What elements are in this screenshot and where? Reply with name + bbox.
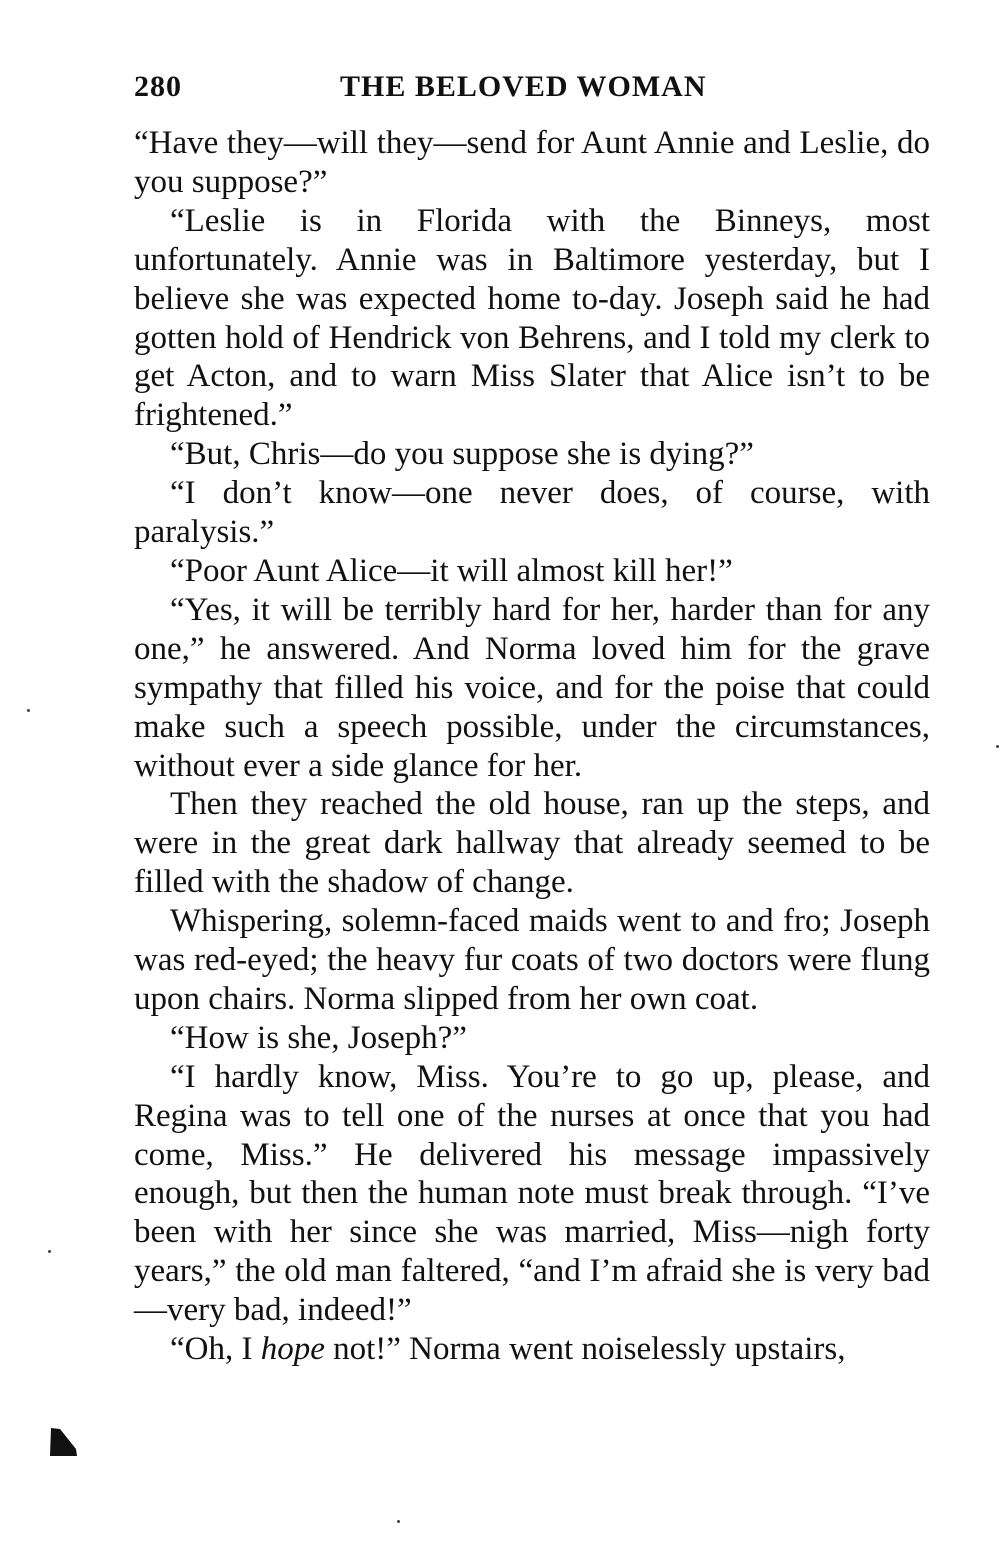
scan-speck [397, 1520, 400, 1523]
paragraph: “I don’t know—one never does, of course, with paralysis.” [134, 475, 930, 551]
scan-speck [996, 745, 999, 748]
paragraph: Then they reached the old house, ran up the steps, and were in the great dark hallway that already seemed to be filled with the shadow of change. [134, 786, 930, 901]
page-header [134, 70, 934, 114]
scan-speck [48, 1250, 51, 1253]
paragraph: “How is she, Joseph?” [170, 1019, 467, 1056]
paragraph: “Have they—will they—send for Aunt Annie and Leslie, do you suppose?” [134, 125, 930, 200]
paragraph: “Poor Aunt Alice—it will almost kill her!” [170, 552, 733, 589]
paragraph-last [134, 1330, 930, 1369]
paragraph: “But, Chris—do you suppose she is dying?” [170, 436, 754, 473]
page-corner-mark-icon [48, 1427, 78, 1457]
scan-speck [27, 709, 30, 712]
paragraph: “Yes, it will be terribly hard for her, harder than for any one,” he answered. And Norma loved him for the grave sympathy that filled his voice, and for the poise that could make such a speech possible, under the circumstances, without ever a side glance for her. [134, 591, 930, 784]
running-head: THE BELOVED WOMAN [340, 70, 707, 103]
paragraph: “Leslie is in Florida with the Binneys, most unfortunately. Annie was in Baltimore yesterday, but I believe she was expected home to-day. Joseph said he had gotten hold of Hendrick von Behrens, and I told my clerk to get Acton, and to warn Miss Slater that Alice isn’t to be frightened.” [134, 202, 930, 434]
paragraph: “I hardly know, Miss. You’re to go up, please, and Regina was to tell one of the nurses at once that you had come, Miss.” He delivered his message impassively enough, but then the human note must break through. “I’ve been with her since she was married, Miss—nigh forty years,” the old man faltered, “and I’m afraid she is very bad—very bad, indeed!” [134, 1058, 930, 1329]
last-paragraph-end: not!” Norma went noiselessly upstairs, [324, 1331, 846, 1368]
last-paragraph-start: “Oh, I [170, 1331, 261, 1368]
emphasized-word: hope [260, 1331, 325, 1368]
body-text [134, 124, 930, 1369]
page-number: 280 [134, 70, 182, 103]
paragraph: Whispering, solemn-faced maids went to and fro; Joseph was red-eyed; the heavy fur coats of two doctors were flung upon chairs. Norma slipped from her own coat. [134, 903, 930, 1017]
